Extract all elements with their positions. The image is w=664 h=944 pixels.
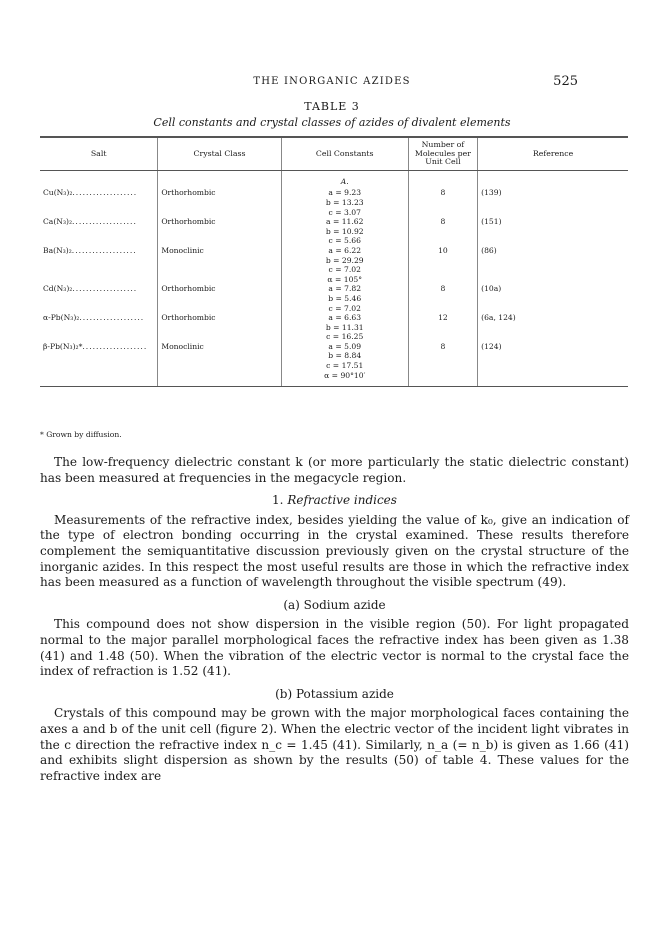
molecules-header-line1: Number of (421, 140, 465, 149)
cell-constants-cell (281, 284, 408, 313)
salt-formula: β-Pb(N₃)₂* (43, 341, 83, 351)
salt-cell (40, 342, 158, 387)
cell-constant-value: a = 11.62 (326, 217, 364, 227)
leader-dots: ................... (82, 341, 148, 351)
running-title: THE INORGANIC AZIDES (253, 76, 411, 87)
crystal-class-cell: Orthorhombic (158, 313, 281, 342)
paragraph-potassium: Crystals of this compound may be grown with the major morphological faces containing the axes a and b of the unit cell (figure 2). When the electric vector of the incident light vibrates in the c direction the refractive index n_c = 1.45 (41). Similarly, n_a (= n_b) is given as 1.66 (41) and exhibits slight dispersion as shown by the results (50) of table 4. These values for the refractive index are (40, 706, 629, 783)
molecules-cell: 12 (408, 313, 477, 342)
cell-constant-value: b = 8.84 (328, 351, 362, 361)
cell-constant-value: c = 3.07 (328, 207, 361, 217)
salt-cell (40, 313, 158, 342)
cell-constant-value: c = 5.66 (328, 236, 361, 246)
cell-constant-value: c = 16.25 (326, 332, 364, 342)
cell-constant-value: a = 6.63 (328, 313, 362, 323)
crystal-class-cell: Orthorhombic (158, 284, 281, 313)
cell-constant-line (285, 332, 405, 342)
running-head (0, 74, 664, 90)
molecules-cell: 10 (408, 246, 477, 284)
salt-formula: Cd(N₃)₂ (43, 284, 73, 294)
table-section-label: A. (281, 170, 408, 188)
cell-constant-value: α = 90°10′ (324, 370, 366, 380)
molecules-cell: 8 (408, 217, 477, 246)
column-header-crystal-class: Crystal Class (158, 137, 281, 170)
crystal-class-cell: Orthorhombic (158, 217, 281, 246)
paragraph-sodium: This compound does not show dispersion in the visible region (50). For light propagated normal to the major parallel morphological faces the refractive index has been given as 1.38 (41) and 1.48 (50). When the vibration of the electric vector is normal to the crystal face the index of refraction is 1.52 (41). (40, 617, 629, 679)
cell-constant-line (285, 246, 405, 256)
cell-constant-line (285, 265, 405, 275)
salt-formula: Ba(N₃)₂ (43, 245, 72, 255)
section-heading-refractive (40, 493, 629, 509)
cell-constant-value: b = 29.29 (325, 255, 364, 265)
leader-dots: ................... (79, 313, 145, 323)
cell-constant-value: α = 105° (327, 274, 363, 284)
cell-constants-cell (281, 313, 408, 342)
paragraph-intro: The low-frequency dielectric constant k (or more particularly the static dielectric constant) has been measured at frequencies in the megacycle region. (40, 455, 629, 485)
cell-constant-line (285, 236, 405, 246)
cell-constant-value: c = 7.02 (328, 303, 361, 313)
cell-constants-table (40, 136, 628, 387)
cell-constants-cell (281, 217, 408, 246)
leader-dots: ................... (72, 284, 138, 294)
cell-constant-value: c = 17.51 (326, 361, 364, 371)
cell-constant-line (285, 208, 405, 218)
table-section-row (40, 170, 628, 188)
leader-dots: ................... (71, 245, 137, 255)
table-row (40, 246, 628, 284)
body-text (40, 455, 629, 784)
column-header-salt: Salt (40, 137, 158, 170)
table-row (40, 188, 628, 217)
molecules-cell: 8 (408, 342, 477, 387)
reference-cell: (86) (478, 246, 628, 284)
cell-constant-value: c = 7.02 (328, 265, 361, 275)
leader-dots: ................... (72, 217, 137, 227)
crystal-class-cell: Monoclinic (158, 246, 281, 284)
cell-constant-value: b = 11.31 (325, 322, 364, 332)
reference-cell: (124) (478, 342, 628, 387)
salt-cell (40, 188, 158, 217)
cell-constants-cell (281, 188, 408, 217)
cell-constant-value: b = 13.23 (325, 197, 364, 207)
leader-dots: ................... (72, 188, 138, 198)
section-title: Refractive indices (287, 493, 397, 508)
cell-constant-value: a = 9.23 (328, 188, 362, 198)
table-caption: Cell constants and crystal classes of azides of divalent elements (153, 116, 511, 129)
cell-constant-value: a = 7.82 (328, 284, 362, 294)
cell-constant-line (285, 313, 405, 323)
cell-constants-cell (281, 246, 408, 284)
subsection-heading-sodium: (a) Sodium azide (283, 597, 386, 612)
salt-formula: α-Pb(N₃)₂ (43, 313, 80, 323)
salt-formula: Ca(N₃)₂ (43, 217, 72, 227)
cell-constant-line (285, 371, 405, 381)
cell-constant-line (285, 294, 405, 304)
subsection-heading-potassium: (b) Potassium azide (275, 686, 394, 701)
cell-constant-line (285, 217, 405, 227)
cell-constant-line (285, 198, 405, 208)
cell-constant-value: b = 5.46 (328, 293, 362, 303)
table-row (40, 313, 628, 342)
molecules-cell: 8 (408, 284, 477, 313)
cell-constant-line (285, 342, 405, 352)
cell-constant-line (285, 323, 405, 333)
paragraph-refractive: Measurements of the refractive index, besides yielding the value of k₀, give an indication of the type of electron bonding occurring in the crystal examined. These results therefore complement the semiquantitative discussion previously given on the crystal structure of the inorganic azides. In this respect the most useful results are those in which the refractive index has been measured as a function of wavelength throughout the visible spectrum (49). (40, 512, 629, 590)
column-header-cell-constants: Cell Constants (281, 137, 408, 170)
cell-constant-line (285, 227, 405, 237)
crystal-class-cell: Orthorhombic (158, 188, 281, 217)
cell-constant-line (285, 351, 405, 361)
cell-constant-line (285, 284, 405, 294)
cell-constant-line (285, 188, 405, 198)
table-header-row (40, 137, 628, 170)
cell-constants-cell (281, 342, 408, 387)
salt-formula: Cu(N₃)₂ (43, 188, 73, 198)
table-row (40, 342, 628, 387)
table-row (40, 217, 628, 246)
salt-cell (40, 246, 158, 284)
cell-constant-line (285, 361, 405, 371)
molecules-header-line3: Unit Cell (425, 157, 461, 167)
column-header-reference: Reference (478, 137, 628, 170)
column-header-molecules (408, 137, 477, 170)
reference-cell: (151) (478, 217, 628, 246)
reference-cell: (10a) (478, 284, 628, 313)
table-footnote: * Grown by diffusion. (40, 430, 122, 439)
page-number: 525 (553, 74, 578, 89)
cell-constant-line (285, 275, 405, 285)
table-row (40, 284, 628, 313)
reference-cell: (6a, 124) (478, 313, 628, 342)
molecules-cell: 8 (408, 188, 477, 217)
cell-constant-line (285, 304, 405, 314)
section-number: 1. (272, 493, 284, 508)
crystal-class-cell: Monoclinic (158, 342, 281, 387)
salt-cell (40, 284, 158, 313)
cell-constant-value: b = 10.92 (325, 226, 364, 236)
cell-constant-value: a = 6.22 (328, 245, 362, 255)
reference-cell: (139) (478, 188, 628, 217)
table-label: TABLE 3 (304, 100, 360, 113)
salt-cell (40, 217, 158, 246)
cell-constant-value: a = 5.09 (328, 341, 362, 351)
molecules-header-line2: Molecules per (414, 148, 471, 158)
cell-constant-line (285, 256, 405, 266)
